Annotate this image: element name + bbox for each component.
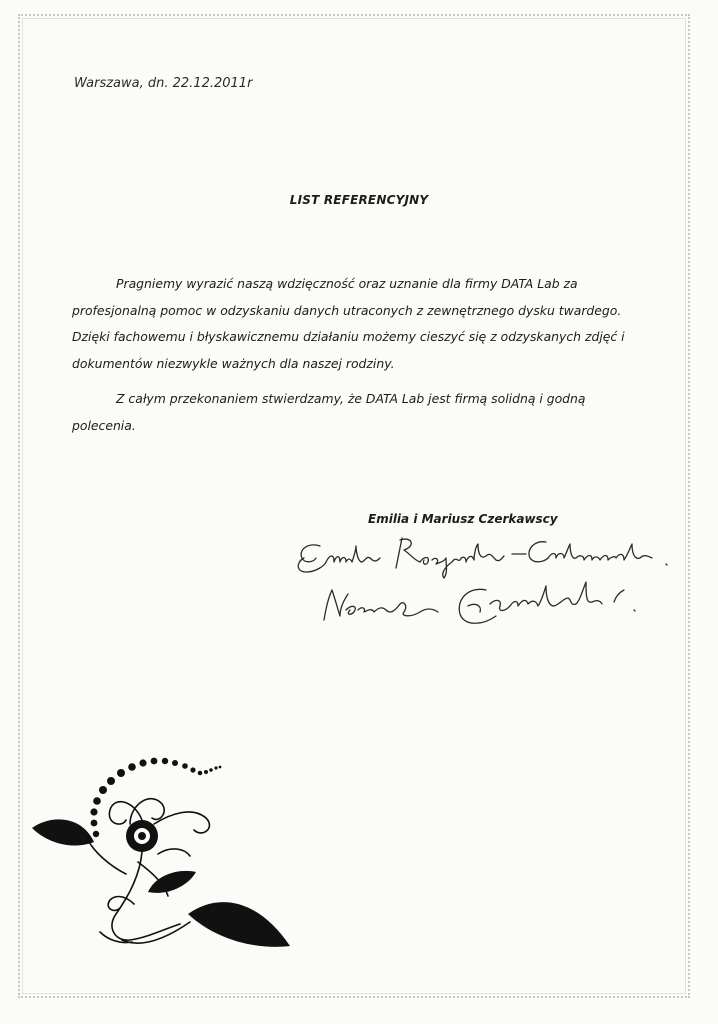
floral-ornament (30, 744, 300, 954)
signature-mariusz (324, 582, 635, 623)
paragraph1-line4: dokumentów niezwykle ważnych dla naszej rodziny. (72, 355, 395, 371)
letter-title: LIST REFERENCYJNY (289, 193, 429, 207)
paragraph1-line2: profesjonalną pomoc w odzyskaniu danych utraconych z zewnętrznego dysku twardego. (72, 302, 622, 318)
signature-emilia (298, 538, 667, 578)
paragraph1-line1: Pragniemy wyrazić naszą wdzięczność oraz uznanie dla firmy DATA Lab za (116, 276, 578, 291)
handwritten-signatures (290, 528, 680, 638)
date-line: Warszawa, dn. 22.12.2011r (74, 76, 253, 91)
paragraph1-line3: Dzięki fachowemu i błyskawicznemu działaniu możemy cieszyć się z odzyskanych zdjęć i (72, 329, 625, 344)
signers-name: Emilia i Mariusz Czerkawscy (368, 512, 558, 526)
paragraph2: Z całym przekonaniem stwierdzamy, że DATA Lab jest firmą solidną i godną polecenia. (72, 391, 586, 433)
letter-body (72, 271, 652, 439)
